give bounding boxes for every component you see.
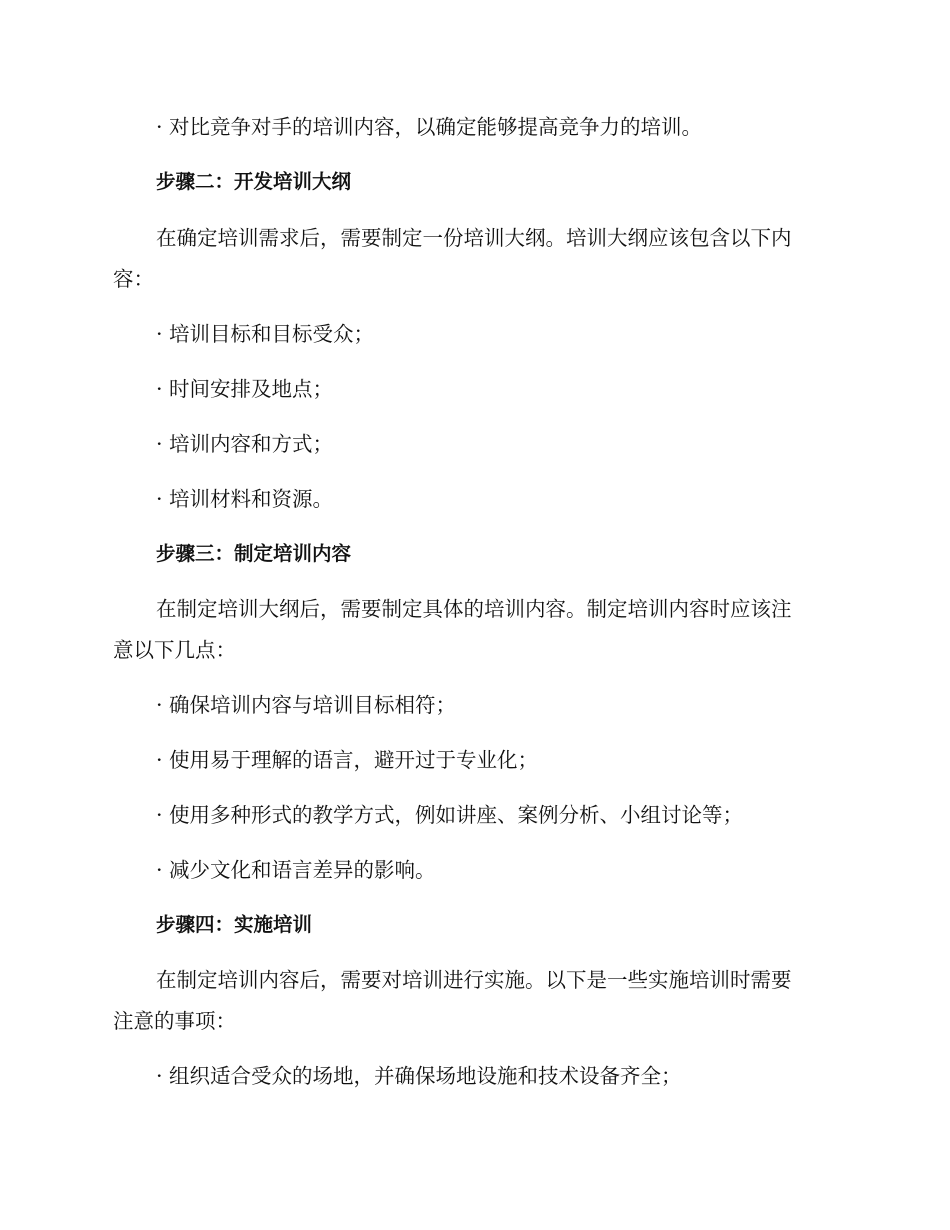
bullet-item: · 培训内容和方式； — [156, 432, 334, 456]
section-heading-step3: 步骤三：制定培训内容 — [156, 542, 352, 565]
bullet-item: · 使用易于理解的语言，避开过于专业化； — [156, 748, 539, 772]
bullet-item: · 组织适合受众的场地，并确保场地设施和技术设备齐全； — [156, 1064, 682, 1088]
paragraph-line: 在制定培训大纲后，需要制定具体的培训内容。制定培训内容时应该注 — [156, 597, 792, 621]
bullet-item: · 培训目标和目标受众； — [156, 322, 375, 346]
bullet-item: · 使用多种形式的教学方式，例如讲座、案例分析、小组讨论等； — [156, 803, 744, 827]
paragraph-line: 意以下几点： — [113, 638, 236, 662]
bullet-item: · 确保培训内容与培训目标相符； — [156, 693, 457, 717]
bullet-item: · 减少文化和语言差异的影响。 — [156, 858, 436, 882]
section-heading-step4: 步骤四：实施培训 — [156, 913, 313, 936]
bullet-item: · 培训材料和资源。 — [156, 487, 334, 511]
section-heading-step2: 步骤二：开发培训大纲 — [156, 170, 352, 193]
paragraph-line: 在确定培训需求后，需要制定一份培训大纲。培训大纲应该包含以下内 — [156, 226, 792, 250]
bullet-item: · 对比竞争对手的培训内容，以确定能够提高竞争力的培训。 — [156, 115, 703, 139]
paragraph-line: 在制定培训内容后，需要对培训进行实施。以下是一些实施培训时需要 — [156, 968, 792, 992]
paragraph-line: 注意的事项： — [113, 1009, 236, 1033]
paragraph-line: 容： — [113, 267, 154, 291]
bullet-item: · 时间安排及地点； — [156, 377, 334, 401]
